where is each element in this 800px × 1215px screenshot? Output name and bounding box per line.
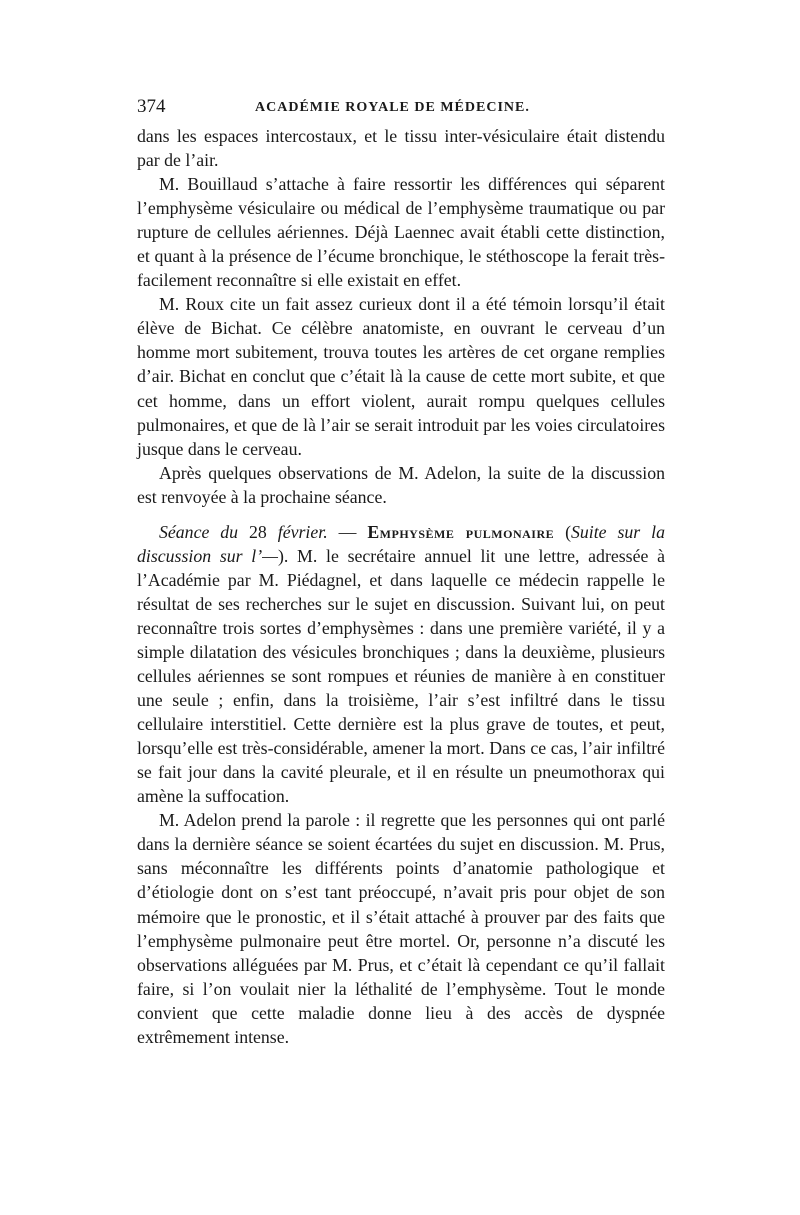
seance-subtitle: Suite sur la discussion sur l’— bbox=[137, 521, 666, 566]
subtitle-open: ( bbox=[554, 521, 571, 542]
paragraph-4: Après quelques observations de M. Adelon, la suite de la discussion est renvoyée à la prochaine séance. bbox=[137, 462, 665, 507]
paragraph-3: M. Roux cite un fait assez curieux dont il a été témoin lorsqu’il était élève de Bichat. Ce célèbre anatomiste, en ouvrant le cerveau d’un homme mort subitement, trouva toutes les artères de cet organe remplies d’air. Bichat en conclut que c’était là la cause de cette mort subite, et que cet homme, dans un effort violent, aurait rompu quelques cellules pulmonaires, et que de là l’air se serait introduit par les voies circulatoires jusque dans le cerveau. bbox=[137, 294, 665, 459]
seance-dash: — bbox=[327, 521, 368, 542]
book-page bbox=[137, 94, 665, 1049]
seance-label: Séance du bbox=[159, 521, 239, 542]
paragraph-2: M. Bouillaud s’attache à faire ressortir les différences qui séparent l’emphysème vésiculaire ou médical de l’emphysème traumatique ou par rupture de cellules aériennes. Déjà Laennec avait établi cette distinction, et quant à la présence de l’écume bronchique, le stéthoscope la ferait très-facilement reconnaître si elle existait en effet. bbox=[137, 174, 665, 291]
seance-day: 28 bbox=[249, 521, 267, 542]
seance-text: M. le secrétaire annuel lit une lettre, adressée à l’Académie par M. Piédagnel, et dans laquelle ce médecin rappelle le résultat de ses recherches sur le sujet en discussion. Suivant lui, on peut reconnaître trois sortes d’emphysèmes : dans une première variété, il y a simple dilatation des vésicules bronchiques ; dans la deuxième, plusieurs cellules aériennes se sont rompues et réunies de manière à en constituer une seule ; enfin, dans la troisième, l’air s’est infiltré dans le tissu cellulaire interstitiel. Cette dernière est la plus grave de toutes, et peut, lorsqu’elle est très-considérable, amener la mort. Dans ce cas, l’air infiltré se fait jour dans la cavité pleurale, et il en résulte un pneumothorax qui amène la suffocation. bbox=[137, 545, 665, 807]
paragraph-5 bbox=[137, 520, 665, 809]
running-head: ACADÉMIE ROYALE DE MÉDECINE. bbox=[255, 100, 530, 115]
body-text bbox=[137, 124, 665, 1049]
page-header bbox=[137, 94, 665, 124]
paragraph-6: M. Adelon prend la parole : il regrette que les personnes qui ont parlé dans la dernière séance se soient écartées du sujet en discussion. M. Prus, sans méconnaître les différents points d’anatomie pathologique et d’étiologie dont on s’est tant préoccupé, n’avait pris pour objet de son mémoire que le pronostic, et il s’était attaché à prouver par des faits que l’emphysème pulmonaire peut être mortel. Or, personne n’a discuté les observations alléguées par M. Prus, et c’était là cependant ce qu’il fallait faire, si l’on voulait nier la léthalité de l’emphysème. Tout le monde convient que cette maladie donne lieu à des accès de dyspnée extrêmement intense. bbox=[137, 810, 665, 1047]
page-number: 374 bbox=[137, 96, 166, 117]
paragraph-1: dans les espaces intercostaux, et le tissu inter-vésiculaire était distendu par de l’air. bbox=[137, 126, 665, 171]
subtitle-close: ). bbox=[277, 545, 289, 566]
seance-month: février. bbox=[277, 521, 328, 542]
seance-topic: Emphysème pulmonaire bbox=[367, 521, 555, 542]
